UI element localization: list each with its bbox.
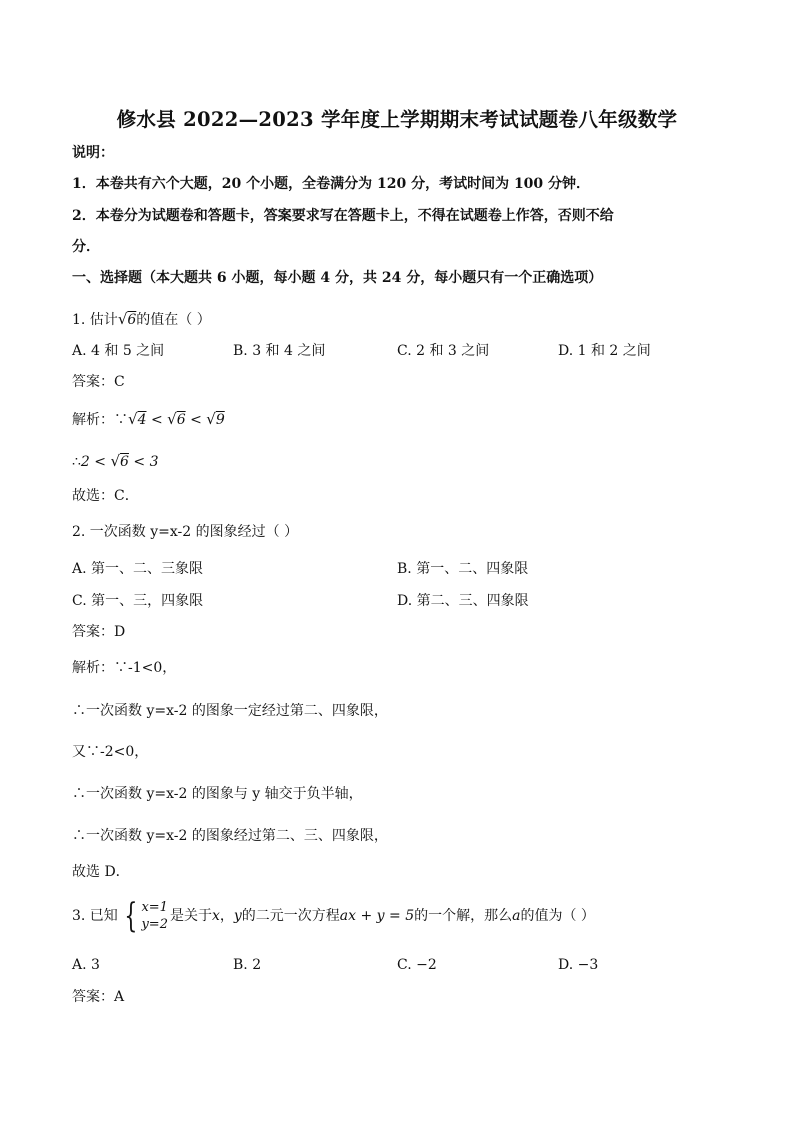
q1-therefore <box>72 451 159 472</box>
q1-t-2: 2 <box>80 454 90 470</box>
q3-option-d: D. −3 <box>558 957 599 973</box>
lt-sign: < <box>94 454 107 470</box>
sqrt-symbol: √ <box>206 410 216 428</box>
therefore-symbol: ∴ <box>72 454 81 470</box>
q2-analysis-5: ∴一次函数 y=x-2 的图象经过第二、三、四象限， <box>72 828 388 844</box>
note-1: 1．本卷共有六个大题，20 个小题，全卷满分为 120 分，考试时间为 100 分钟． <box>72 176 591 192</box>
q2-stem: 2. 一次函数 y=x-2 的图象经过（ ） <box>72 524 299 540</box>
q3-option-b: B. 2 <box>233 957 262 973</box>
q3-equation: ax + y = 5 <box>339 908 415 924</box>
lt-sign: < <box>190 412 202 428</box>
q3-stem-d: 的一个解，那么 <box>414 908 513 924</box>
q1-stem-prefix: 1. 估计 <box>72 312 118 328</box>
q2-analysis-3: 又∵-2<0， <box>72 744 149 760</box>
q2-option-b: B. 第一、二、四象限 <box>397 561 529 577</box>
system-row-1: x=1 <box>141 900 168 915</box>
equation-system <box>120 893 168 939</box>
q1-analysis-r3: 9 <box>215 412 225 428</box>
q3-stem-e: 的值为（ ） <box>520 908 595 924</box>
q1-answer: 答案：C <box>72 374 125 390</box>
q1-option-c: C. 2 和 3 之间 <box>397 343 490 359</box>
q2-analysis-1: 解析：∵-1<0， <box>72 660 177 676</box>
note-2b: 分． <box>72 239 100 255</box>
q2-option-c: C. 第一、三，四象限 <box>72 593 204 609</box>
system-row-2: y=2 <box>141 917 168 932</box>
q1-analysis <box>72 409 225 430</box>
q1-analysis-label: 解析：∵ <box>72 412 128 428</box>
q2-analysis-2: ∴一次函数 y=x-2 的图象一定经过第二、四象限， <box>72 703 388 719</box>
section-heading: 一、选择题（本大题共 6 小题，每小题 4 分，共 24 分，每小题只有一个正确选项） <box>72 270 603 286</box>
sqrt-symbol: √ <box>128 410 138 428</box>
q3-answer: 答案：A <box>72 989 125 1005</box>
brace-symbol: { <box>124 896 138 936</box>
q1-stem <box>72 309 211 330</box>
var-a: a <box>512 908 521 924</box>
var-x: x <box>211 908 220 924</box>
q1-conclusion: 故选：C． <box>72 488 139 504</box>
lt-sign: < <box>133 454 146 470</box>
notes-heading: 说明： <box>72 145 114 161</box>
sqrt-symbol: √ <box>167 410 177 428</box>
q3-stem <box>72 893 595 939</box>
sqrt-symbol: √ <box>110 452 121 470</box>
q1-radicand: 6 <box>127 312 137 328</box>
page-title: 修水县 2022—2023 学年度上学期期末考试试题卷八年级数学 <box>116 108 678 131</box>
q3-option-a: A. 3 <box>72 957 100 973</box>
q3-stem-c: 的二元一次方程 <box>241 908 340 924</box>
q1-analysis-r2: 6 <box>176 412 186 428</box>
q3-stem-prefix: 3. 已知 <box>72 908 118 924</box>
note-2a: 2．本卷分为试题卷和答题卡，答案要求写在答题卡上，不得在试题卷上作答，否则不给 <box>72 208 614 224</box>
q1-option-b: B. 3 和 4 之间 <box>233 343 326 359</box>
q2-option-d: D. 第二、三、四象限 <box>397 593 529 609</box>
q1-t-r: 6 <box>120 454 129 470</box>
var-y: y <box>233 908 242 924</box>
q2-option-a: A. 第一、二、三象限 <box>72 561 204 577</box>
q3-stem-b: 是关于 <box>169 908 212 924</box>
q2-answer: 答案：D <box>72 624 126 640</box>
q1-option-d: D. 1 和 2 之间 <box>558 343 651 359</box>
q2-analysis-4: ∴一次函数 y=x-2 的图象与 y 轴交于负半轴， <box>72 786 363 802</box>
q1-analysis-r1: 4 <box>137 412 147 428</box>
q1-t-3: 3 <box>149 454 159 470</box>
q1-option-a: A. 4 和 5 之间 <box>72 343 165 359</box>
q1-stem-suffix: 的值在（ ） <box>136 312 211 328</box>
q3-option-c: C. −2 <box>397 957 437 973</box>
q3-comma: ， <box>219 908 234 924</box>
sqrt-symbol: √ <box>117 310 128 328</box>
q2-conclusion: 故选 D． <box>72 864 130 880</box>
lt-sign: < <box>150 412 163 428</box>
